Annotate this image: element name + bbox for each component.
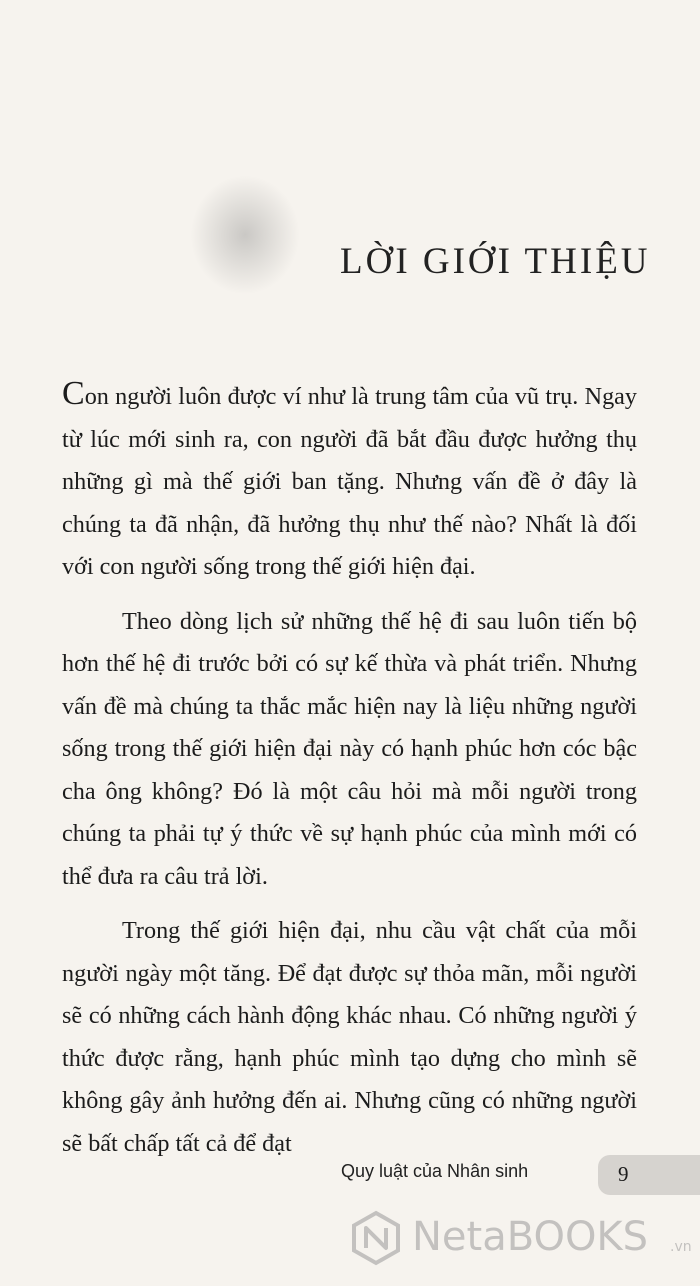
paragraph-1 [62, 376, 637, 589]
drop-cap: C [62, 375, 85, 412]
page-number-tab [598, 1155, 700, 1195]
paper-smudge [190, 175, 300, 295]
paragraph-2: Theo dòng lịch sử những thế hệ đi sau luôn tiến bộ hơn thế hệ đi trước bởi có sự kế thừa và phát triển. Nhưng vấn đề mà chúng ta thắc mắc hiện nay là liệu những người sống trong thế giới hiện đại này có hạnh phúc hơn cóc bậc cha ông không? Đó là một câu hỏi mà mỗi người trong chúng ta phải tự ý thức về sự hạnh phúc của mình mới có thể đưa ra câu trả lời. [62, 607, 637, 890]
netabooks-watermark [348, 1208, 700, 1268]
paragraph-3: Trong thế giới hiện đại, nhu cầu vật chất của mỗi người ngày một tăng. Để đạt được sự thỏa mãn, mỗi người sẽ có những cách hành động khác nhau. Có những người ý thức được rằng, hạnh phúc mình tạo dựng cho mình sẽ không gây ảnh hưởng đến ai. Nhưng cũng có những người sẽ bất chấp tất cả để đạt [62, 917, 637, 1157]
page-footer [0, 1155, 700, 1199]
chapter-title: LỜI GIỚI THIỆU [340, 241, 651, 282]
watermark-brand: NetaBOOKS [412, 1214, 649, 1260]
watermark-suffix: .vn [670, 1239, 692, 1255]
neta-hexagon-logo-icon [348, 1210, 404, 1266]
running-title: Quy luật của Nhân sinh [341, 1161, 529, 1181]
paragraph-1-text: on người luôn được ví như là trung tâm của vũ trụ. Ngay từ lúc mới sinh ra, con người đã bắt đầu được hưởng thụ những gì mà thế giới ban tặng. Nhưng vấn đề ở đây là chúng ta đã nhận, đã hưởng thụ như thế nào? Nhất là đối với con người sống trong thế giới hiện đại. [62, 383, 637, 580]
body-text [62, 376, 637, 1177]
page-number: 9 [618, 1162, 629, 1186]
